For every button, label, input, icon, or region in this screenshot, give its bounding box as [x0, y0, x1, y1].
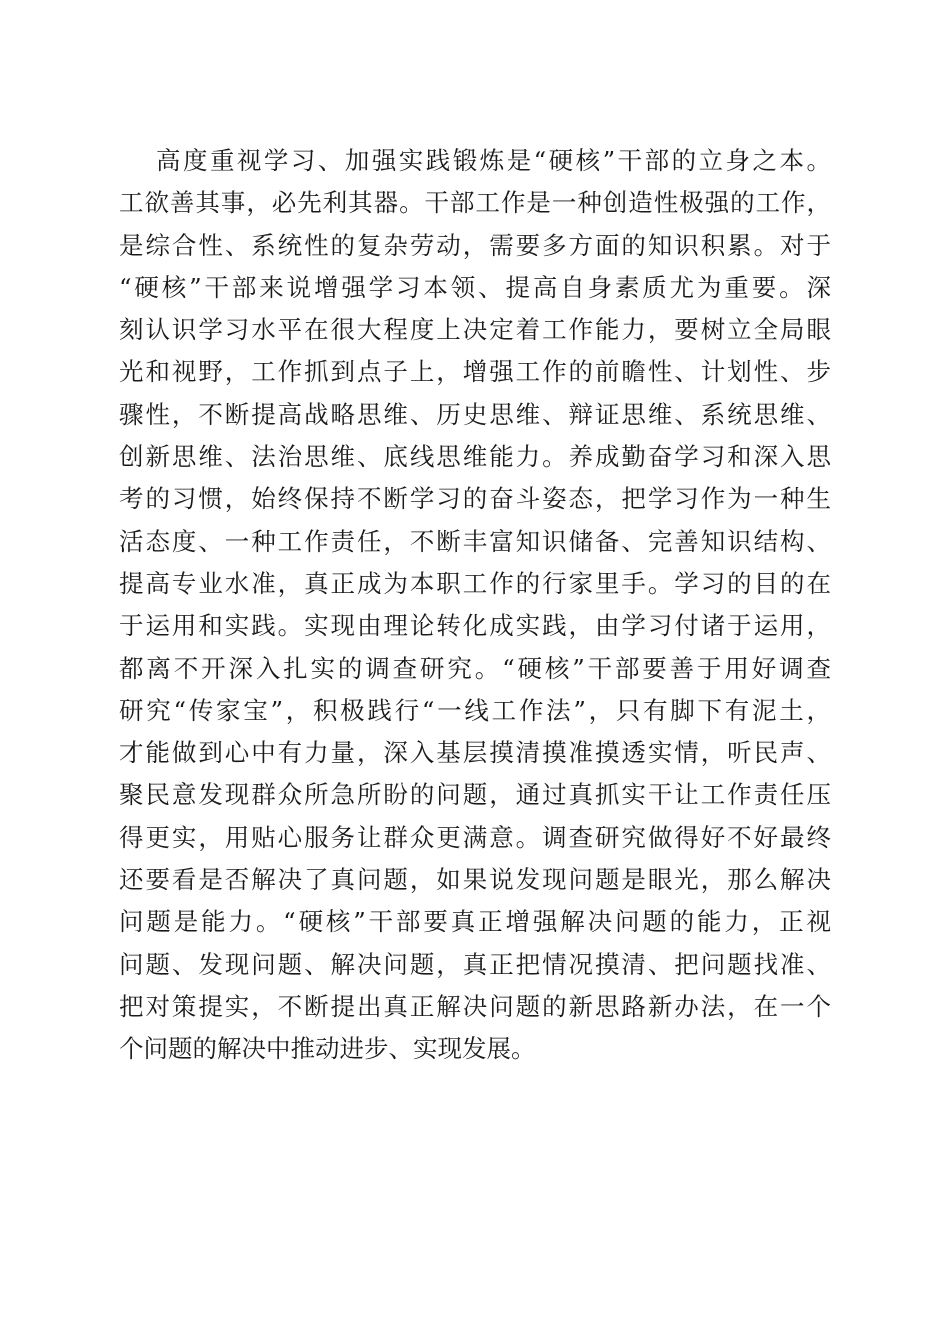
paragraph-line: 把对策提实，不断提出真正解决问题的新思路新办法，在一个	[119, 991, 831, 1021]
body-paragraph	[119, 140, 831, 1071]
paragraph-line: 才能做到心中有力量，深入基层摸清摸准摸透实情，听民声、	[119, 738, 831, 768]
paragraph-line: 刻认识学习水平在很大程度上决定着工作能力，要树立全局眼	[119, 315, 831, 345]
paragraph-line: 都离不开深入扎实的调查研究。“硬核”干部要善于用好调查	[119, 653, 831, 683]
paragraph-line: 骤性，不断提高战略思维、历史思维、辩证思维、系统思维、	[119, 399, 831, 429]
paragraph-line: 高度重视学习、加强实践锻炼是“硬核”干部的立身之本。	[156, 146, 831, 175]
paragraph-line: 问题是能力。“硬核”干部要真正增强解决问题的能力，正视	[119, 907, 831, 937]
paragraph-line: 研究“传家宝”，积极践行“一线工作法”，只有脚下有泥土，	[119, 695, 831, 725]
paragraph-line: 工欲善其事，必先利其器。干部工作是一种创造性极强的工作，	[119, 188, 831, 218]
paragraph-line: 是综合性、系统性的复杂劳动，需要多方面的知识积累。对于	[119, 230, 831, 260]
paragraph-line: 聚民意发现群众所急所盼的问题，通过真抓实干让工作责任压	[119, 780, 831, 810]
paragraph-line: 考的习惯，始终保持不断学习的奋斗姿态，把学习作为一种生	[119, 484, 831, 514]
paragraph-line: 问题、发现问题、解决问题，真正把情况摸清、把问题找准、	[119, 949, 831, 979]
paragraph-line: 还要看是否解决了真问题，如果说发现问题是眼光，那么解决	[119, 865, 831, 895]
paragraph-line: 光和视野，工作抓到点子上，增强工作的前瞻性、计划性、步	[119, 357, 831, 387]
paragraph-line: 个问题的解决中推动进步、实现发展。	[119, 1034, 536, 1064]
paragraph-line: “硬核”干部来说增强学习本领、提高自身素质尤为重要。深	[119, 272, 831, 302]
paragraph-line: 于运用和实践。实现由理论转化成实践，由学习付诸于运用，	[119, 611, 831, 641]
paragraph-line: 活态度、一种工作责任，不断丰富知识储备、完善知识结构、	[119, 526, 831, 556]
paragraph-line: 创新思维、法治思维、底线思维能力。养成勤奋学习和深入思	[119, 442, 831, 472]
paragraph-line: 得更实，用贴心服务让群众更满意。调查研究做得好不好最终	[119, 822, 831, 852]
paragraph-line: 提高专业水准，真正成为本职工作的行家里手。学习的目的在	[119, 568, 831, 598]
